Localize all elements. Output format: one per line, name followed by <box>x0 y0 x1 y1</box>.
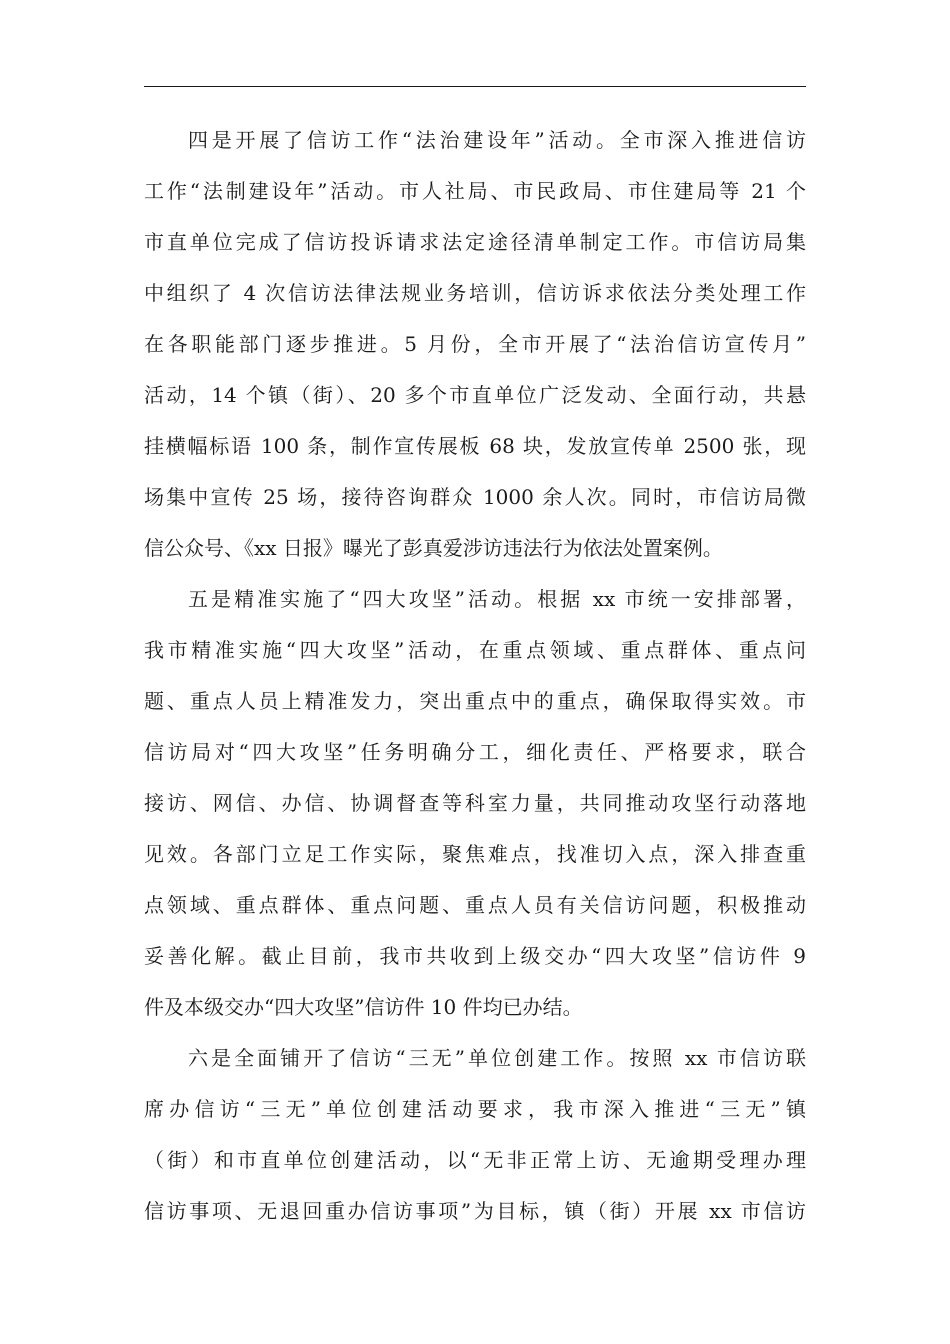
text-line: 信访事项、无退回重办信访事项”为目标，镇（街）开展 xx 市信访 <box>144 1199 806 1223</box>
text-line: 中组织了 4 次信访法律法规业务培训，信访诉求依法分类处理工作 <box>144 281 806 305</box>
paragraph-6 <box>144 1033 806 1237</box>
text-line: 信公众号、《xx 日报》曝光了彭真爱涉访违法行为依法处置案例。 <box>144 536 723 560</box>
text-line: 信访局对“四大攻坚”任务明确分工，细化责任、严格要求，联合 <box>144 740 806 764</box>
text-line: 妥善化解。截止目前，我市共收到上级交办“四大攻坚”信访件 9 <box>144 944 806 968</box>
text-line: 我市精准实施“四大攻坚”活动，在重点领域、重点群体、重点问 <box>144 638 806 662</box>
text-line: 在各职能部门逐步推进。5 月份，全市开展了“法治信访宣传月” <box>144 332 806 356</box>
text-line: （街）和市直单位创建活动，以“无非正常上访、无逾期受理办理 <box>144 1148 806 1172</box>
text-line: 题、重点人员上精准发力，突出重点中的重点，确保取得实效。市 <box>144 689 806 713</box>
text-line: 活动，14 个镇（街）、20 多个市直单位广泛发动、全面行动，共悬 <box>144 383 806 407</box>
header-rule <box>144 86 806 87</box>
text-line: 件及本级交办“四大攻坚”信访件 10 件均已办结。 <box>144 995 583 1019</box>
text-line: 挂横幅标语 100 条，制作宣传展板 68 块，发放宣传单 2500 张，现 <box>144 434 806 458</box>
paragraph-4 <box>144 115 806 574</box>
paragraph-5 <box>144 574 806 1033</box>
body-text <box>144 115 806 1237</box>
text-line: 点领域、重点群体、重点问题、重点人员有关信访问题，积极推动 <box>144 893 806 917</box>
text-line: 席办信访“三无”单位创建活动要求，我市深入推进“三无”镇 <box>144 1097 806 1121</box>
text-line: 场集中宣传 25 场，接待咨询群众 1000 余人次。同时，市信访局微 <box>144 485 806 509</box>
text-line: 四是开展了信访工作“法治建设年”活动。全市深入推进信访 <box>188 128 806 152</box>
text-line: 六是全面铺开了信访“三无”单位创建工作。按照 xx 市信访联 <box>188 1046 806 1070</box>
text-line: 市直单位完成了信访投诉请求法定途径清单制定工作。市信访局集 <box>144 230 806 254</box>
text-line: 工作“法制建设年”活动。市人社局、市民政局、市住建局等 21 个 <box>144 179 806 203</box>
text-line: 五是精准实施了“四大攻坚”活动。根据 xx 市统一安排部署， <box>188 587 806 611</box>
text-line: 见效。各部门立足工作实际，聚焦难点，找准切入点，深入排查重 <box>144 842 806 866</box>
text-line: 接访、网信、办信、协调督查等科室力量，共同推动攻坚行动落地 <box>144 791 806 815</box>
